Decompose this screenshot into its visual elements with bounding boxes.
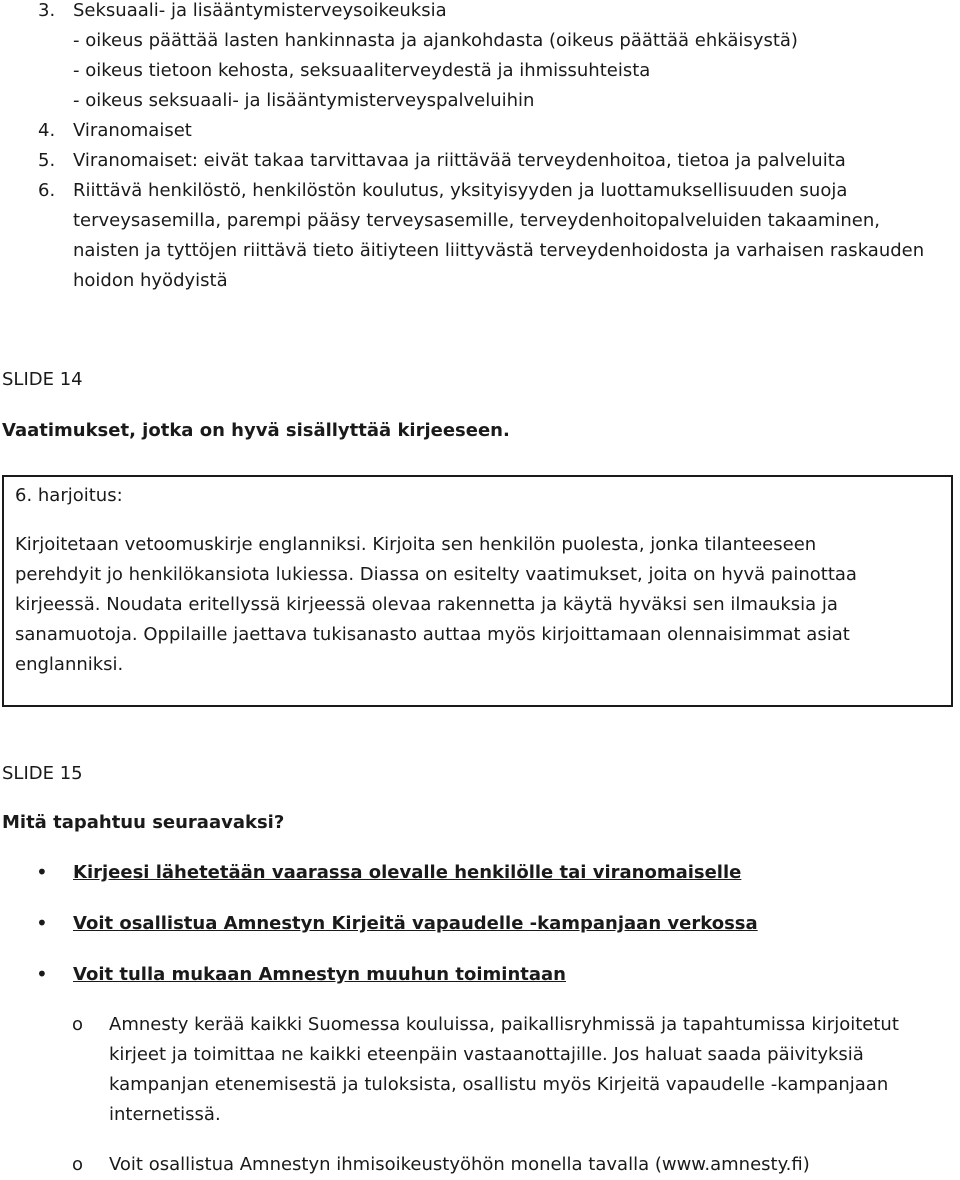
dash-item: - oikeus tietoon kehosta, seksuaaliterveydestä ja ihmissuhteista <box>73 60 651 81</box>
subitem-line: Amnesty kerää kaikki Suomessa kouluissa, paikallisryhmissä ja tapahtumissa kirjoitetut <box>109 1014 899 1035</box>
slide-15-heading: SLIDE 15 <box>2 763 83 784</box>
list-item-5-text: Viranomaiset: eivät takaa tarvittavaa ja riittävää terveydenhoitoa, tietoa ja palveluita <box>73 150 846 171</box>
bullet-icon: • <box>36 962 48 986</box>
list-number-5: 5. <box>38 150 56 171</box>
exercise-line: Kirjoitetaan vetoomuskirje englanniksi. Kirjoita sen henkilön puolesta, jonka tilanteeseen <box>15 534 817 555</box>
exercise-title: 6. harjoitus: <box>15 485 123 506</box>
bullet-item: Kirjeesi lähetetään vaarassa olevalle henkilölle tai viranomaiselle <box>73 862 742 883</box>
bullet-item: Voit osallistua Amnestyn Kirjeitä vapaudelle -kampanjaan verkossa <box>73 913 758 934</box>
bullet-icon: • <box>36 860 48 884</box>
subitem-line: kampanjan etenemisestä ja tuloksista, osallistu myös Kirjeitä vapaudelle -kampanjaan <box>109 1074 889 1095</box>
dash-item: - oikeus seksuaali- ja lisääntymisterveyspalveluihin <box>73 90 535 111</box>
exercise-line: perehdyit jo henkilökansiota lukiessa. Diassa on esitelty vaatimukset, joita on hyvä painottaa <box>15 564 857 585</box>
exercise-line: englanniksi. <box>15 654 124 675</box>
list-item-6-line: terveysasemilla, parempi pääsy terveysasemille, terveydenhoitopalveluiden takaaminen, <box>73 210 881 231</box>
slide-14-subheading: Vaatimukset, jotka on hyvä sisällyttää kirjeeseen. <box>2 420 510 441</box>
list-item-3-title: Seksuaali- ja lisääntymisterveysoikeuksia <box>73 0 447 21</box>
list-item-6-line: naisten ja tyttöjen riittävä tieto äitiyteen liittyvästä terveydenhoidosta ja varhaisen raskauden <box>73 240 925 261</box>
exercise-line: sanamuotoja. Oppilaille jaettava tukisanasto auttaa myös kirjoittamaan olennaisimmat asiat <box>15 624 850 645</box>
slide-14-heading: SLIDE 14 <box>2 369 83 390</box>
list-number-3: 3. <box>38 0 56 21</box>
bullet-item: Voit tulla mukaan Amnestyn muuhun toimintaan <box>73 964 566 985</box>
circle-bullet-icon: o <box>72 1014 84 1035</box>
circle-bullet-icon: o <box>72 1154 84 1175</box>
subitem-line: Voit osallistua Amnestyn ihmisoikeustyöhön monella tavalla (www.amnesty.fi) <box>109 1154 810 1175</box>
list-number-4: 4. <box>38 120 56 141</box>
exercise-box <box>2 475 953 707</box>
subitem-line: kirjeet ja toimittaa ne kaikki eteenpäin vastaanottajille. Jos haluat saada päivityksiä <box>109 1044 864 1065</box>
list-item-6-line: Riittävä henkilöstö, henkilöstön koulutus, yksityisyyden ja luottamuksellisuuden suoja <box>73 180 848 201</box>
bullet-icon: • <box>36 911 48 935</box>
dash-item: - oikeus päättää lasten hankinnasta ja ajankohdasta (oikeus päättää ehkäisystä) <box>73 30 798 51</box>
subitem-line: internetissä. <box>109 1104 221 1125</box>
list-item-4-text: Viranomaiset <box>73 120 192 141</box>
list-number-6: 6. <box>38 180 56 201</box>
exercise-line: kirjeessä. Noudata eritellyssä kirjeessä olevaa rakennetta ja käytä hyväksi sen ilmauksia ja <box>15 594 838 615</box>
slide-15-subheading: Mitä tapahtuu seuraavaksi? <box>2 812 285 833</box>
list-item-6-line: hoidon hyödyistä <box>73 270 228 291</box>
